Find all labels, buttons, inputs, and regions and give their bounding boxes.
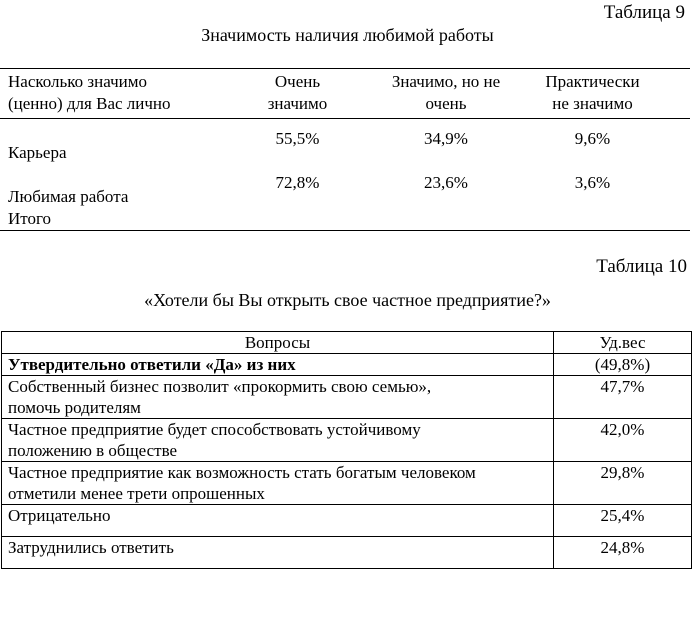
- table9-header-notsignificant-line1: Практически: [545, 72, 640, 91]
- table9-header-question: [8, 71, 171, 115]
- table9-header-question-line1: Насколько значимо: [8, 72, 148, 91]
- table9-cell: 3,6%: [574, 173, 611, 192]
- table10-row-value: 29,8%: [554, 462, 692, 505]
- table10-row-value: 24,8%: [554, 537, 692, 569]
- table10-row-label: [2, 462, 554, 505]
- table10-row-label-line2: помочь родителям: [8, 398, 141, 417]
- table10-row-label-line1: Частное предприятие как возможность стать богатым человеком: [8, 463, 476, 482]
- table9-cell: 34,9%: [424, 129, 468, 148]
- table10-row-label: Отрицательно: [2, 505, 554, 537]
- table10-caption: Таблица 10: [596, 256, 687, 277]
- table9-caption: Таблица 9: [603, 2, 685, 23]
- table-row: [2, 537, 692, 569]
- table-row: [2, 354, 692, 376]
- table10-row-value: (49,8%): [554, 354, 692, 376]
- table9-header-somewhat-line2: очень: [425, 94, 467, 113]
- table9-header-question-line2: (ценно) для Вас лично: [8, 94, 171, 113]
- table9-cell: 9,6%: [574, 129, 611, 148]
- table9-title: Значимость наличия любимой работы: [201, 25, 494, 45]
- table10-header-share: Уд.вес: [554, 332, 692, 354]
- table-row: [2, 505, 692, 537]
- table9-row-label: Любимая работа: [8, 187, 129, 206]
- table10-header-row: [2, 332, 692, 354]
- table10-header-questions: Вопросы: [2, 332, 554, 354]
- table9-top-rule: [0, 68, 690, 69]
- table10-row-value: 42,0%: [554, 419, 692, 462]
- table9-header-very: [230, 71, 365, 115]
- table10: [1, 331, 692, 569]
- table10-row-label: Утвердительно ответили «Да» из них: [2, 354, 554, 376]
- table10-row-label-line1: Собственный бизнес позволит «прокормить свою семью»,: [8, 377, 432, 396]
- table-row: [2, 462, 692, 505]
- table10-row-label: [2, 419, 554, 462]
- table10-row-label-line1: Частное предприятие будет способствовать устойчивому: [8, 420, 421, 439]
- table10-row-label-line2: отметили менее трети опрошенных: [8, 484, 265, 503]
- table10-row-label: Затруднились ответить: [2, 537, 554, 569]
- table10-title: «Хотели бы Вы открыть свое частное предприятие?»: [144, 290, 551, 310]
- table9-row-label: Карьера: [8, 143, 67, 162]
- table9-header-very-line2: значимо: [267, 94, 328, 113]
- table9-header-notsignificant: [510, 71, 675, 115]
- table9-footer-label: Итого: [8, 209, 52, 228]
- table10-row-value: 25,4%: [554, 505, 692, 537]
- table9-cell: 23,6%: [424, 173, 468, 192]
- table10-row-label-line2: положению в обществе: [8, 441, 178, 460]
- table10-row-value: 47,7%: [554, 376, 692, 419]
- table9-header-somewhat: [362, 71, 530, 115]
- table10-row-label: [2, 376, 554, 419]
- table9-header-rule: [0, 118, 690, 119]
- table9-header-somewhat-line1: Значимо, но не: [391, 72, 501, 91]
- table-row: [2, 419, 692, 462]
- table9-header-notsignificant-line2: не значимо: [552, 94, 633, 113]
- table-row: [2, 376, 692, 419]
- table9-header-very-line1: Очень: [274, 72, 321, 91]
- table9-bottom-rule: [0, 230, 690, 231]
- table9-cell: 55,5%: [275, 129, 320, 148]
- table9-cell: 72,8%: [275, 173, 320, 192]
